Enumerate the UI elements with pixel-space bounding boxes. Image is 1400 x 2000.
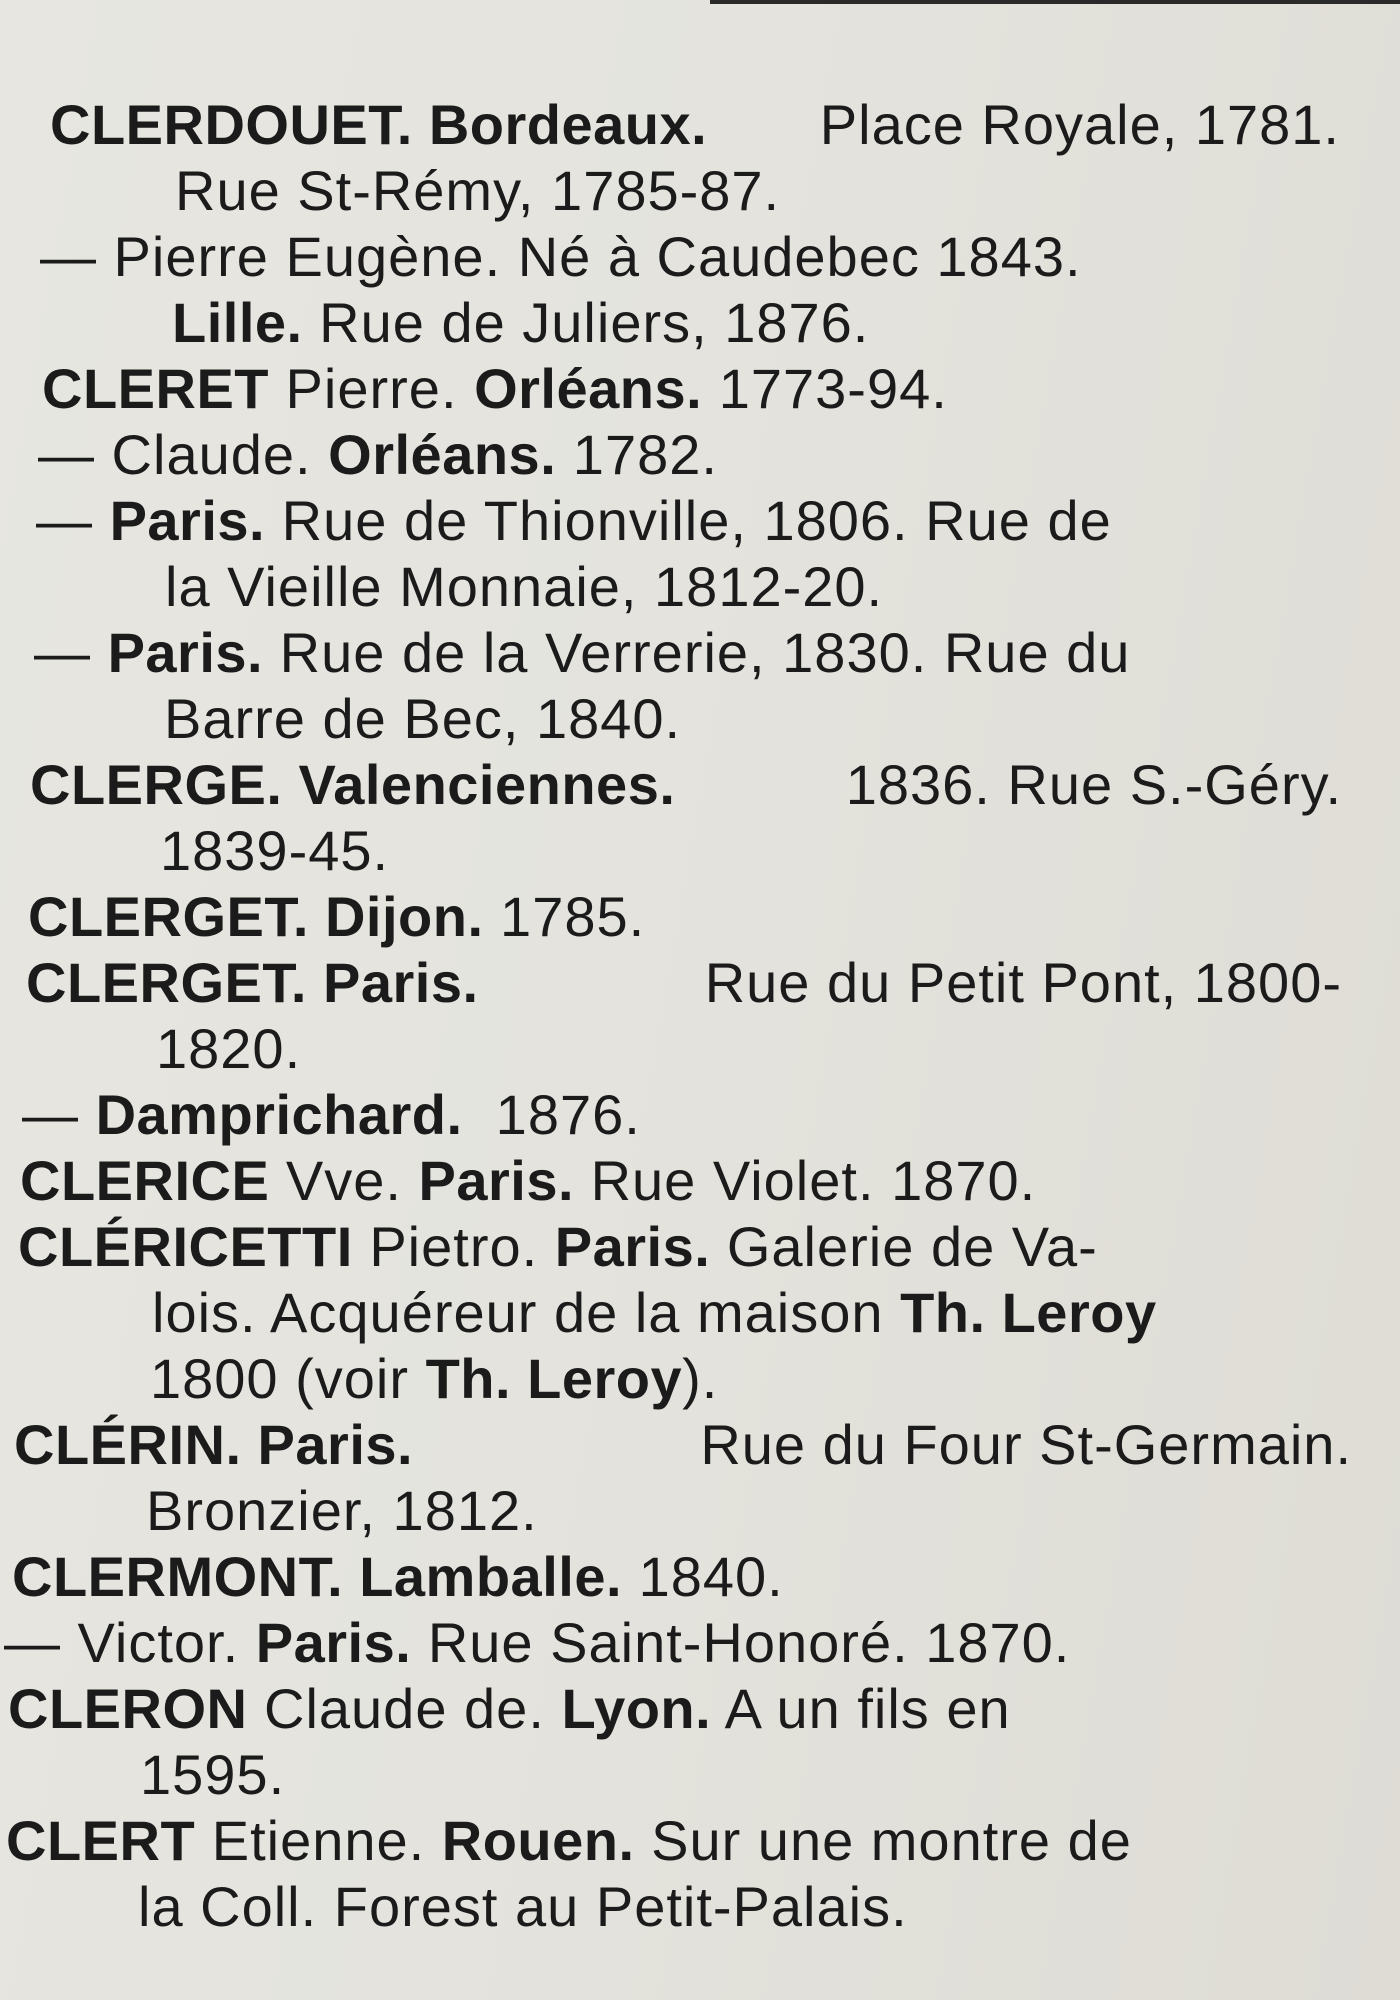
entry-line: [38, 422, 718, 488]
entry-text: Rue Violet. 1870.: [574, 1149, 1037, 1212]
entry-line: [42, 356, 948, 422]
entry-name-ref: Th. Leroy: [900, 1281, 1157, 1344]
entry-line: [164, 686, 681, 752]
entry-place: Paris.: [418, 1149, 575, 1212]
entry-text: Rue du Four St-Germain.: [700, 1413, 1352, 1476]
entry-line: [138, 1874, 908, 1940]
entry-text: —: [34, 621, 108, 684]
entry-text: ).: [682, 1347, 719, 1410]
entry-line: [165, 554, 883, 620]
entry-place: Paris.: [107, 621, 264, 684]
entry-text: 1595.: [140, 1743, 286, 1806]
entry-text: Etienne.: [195, 1809, 442, 1872]
entry-text: Sur une montre de: [634, 1809, 1132, 1872]
entry-text: Pietro.: [352, 1215, 555, 1278]
entry-text: —: [36, 489, 110, 552]
entry-line: [12, 1544, 784, 1610]
entry-headword: CLÉRIN. Paris.: [14, 1413, 414, 1476]
top-rule: [710, 0, 1400, 4]
entry-text: Rue St-Rémy, 1785-87.: [175, 159, 781, 222]
entry-text: 1820.: [156, 1017, 302, 1080]
entry-text: Claude de.: [247, 1677, 562, 1740]
entry-text: 1773-94.: [702, 357, 948, 420]
entry-line: [30, 752, 1342, 818]
entry-line: [14, 1412, 1352, 1478]
entry-line: [140, 1742, 285, 1808]
entry-line: [175, 158, 780, 224]
entry-headword: CLERT: [6, 1809, 196, 1872]
entry-line: [160, 818, 389, 884]
entry-line: [22, 1082, 641, 1148]
entry-text: Rue de Juliers, 1876.: [302, 291, 870, 354]
entry-line: [6, 1808, 1132, 1874]
entry-place: Lyon.: [561, 1677, 712, 1740]
entry-text: la Vieille Monnaie, 1812-20.: [165, 555, 884, 618]
entry-text: lois. Acquéreur de la maison: [152, 1281, 901, 1344]
entry-line: [152, 1280, 1157, 1346]
entry-line: [146, 1478, 538, 1544]
entry-place: Damprichard.: [95, 1083, 463, 1146]
entry-text: — Claude.: [38, 423, 329, 486]
entry-line: [4, 1610, 1070, 1676]
entry-line: [26, 950, 1342, 1016]
entry-line: [34, 620, 1130, 686]
entry-line: [18, 1214, 1098, 1280]
entry-line: [28, 884, 645, 950]
entry-line: [150, 1346, 718, 1412]
entry-text: — Pierre Eugène. Né à Caudebec 1843.: [40, 225, 1082, 288]
entry-text: Vve.: [269, 1149, 419, 1212]
entry-text: 1876.: [462, 1083, 641, 1146]
entry-headword: CLERET: [42, 357, 269, 420]
entry-headword: CLERGE. Valenciennes.: [30, 753, 676, 816]
entry-line: [50, 92, 1340, 158]
entry-place: Orléans.: [328, 423, 557, 486]
entry-text: Rue Saint-Honoré. 1870.: [411, 1611, 1071, 1674]
entry-text: Rue du Petit Pont, 1800-: [704, 951, 1342, 1014]
entry-headword: CLERGET. Paris.: [26, 951, 479, 1014]
entry-text: 1839-45.: [160, 819, 390, 882]
entry-text: Galerie de Va-: [710, 1215, 1098, 1278]
entry-text: Rue de Thionville, 1806. Rue de: [265, 489, 1112, 552]
entry-place: Orléans.: [474, 357, 703, 420]
entry-text: la Coll. Forest au Petit-Palais.: [138, 1875, 908, 1938]
entry-line: [172, 290, 869, 356]
entry-text: 1782.: [556, 423, 718, 486]
entry-text: 1840.: [622, 1545, 784, 1608]
entry-line: [20, 1148, 1036, 1214]
entry-line: [36, 488, 1112, 554]
entry-text: 1836. Rue S.-Géry.: [845, 753, 1342, 816]
entry-place: Paris.: [554, 1215, 711, 1278]
entry-place: Lille.: [172, 291, 303, 354]
entry-text: 1800 (voir: [150, 1347, 426, 1410]
entry-text: — Victor.: [4, 1611, 256, 1674]
entry-headword: CLERMONT. Lamballe.: [12, 1545, 623, 1608]
entry-text: A un fils en: [711, 1677, 1011, 1740]
entry-headword: CLERICE: [20, 1149, 270, 1212]
entry-text: 1785.: [483, 885, 646, 948]
entry-text: Pierre.: [269, 357, 475, 420]
entry-line: [8, 1676, 1011, 1742]
entry-headword: CLERGET. Dijon.: [28, 885, 484, 948]
entry-headword: CLERON: [8, 1677, 248, 1740]
entry-place: Paris.: [109, 489, 266, 552]
entry-text: Bronzier, 1812.: [146, 1479, 538, 1542]
entry-name-ref: Th. Leroy: [425, 1347, 683, 1410]
entry-text: Barre de Bec, 1840.: [164, 687, 682, 750]
entry-headword: CLÉRICETTI: [18, 1215, 353, 1278]
entry-place: Paris.: [255, 1611, 412, 1674]
entry-text: —: [22, 1083, 96, 1146]
entry-text: Rue de la Verrerie, 1830. Rue du: [263, 621, 1131, 684]
entry-line: [156, 1016, 301, 1082]
entry-headword: CLERDOUET. Bordeaux.: [50, 93, 708, 156]
entry-place: Rouen.: [441, 1809, 635, 1872]
entry-text: Place Royale, 1781.: [819, 93, 1340, 156]
entry-line: [40, 224, 1340, 290]
